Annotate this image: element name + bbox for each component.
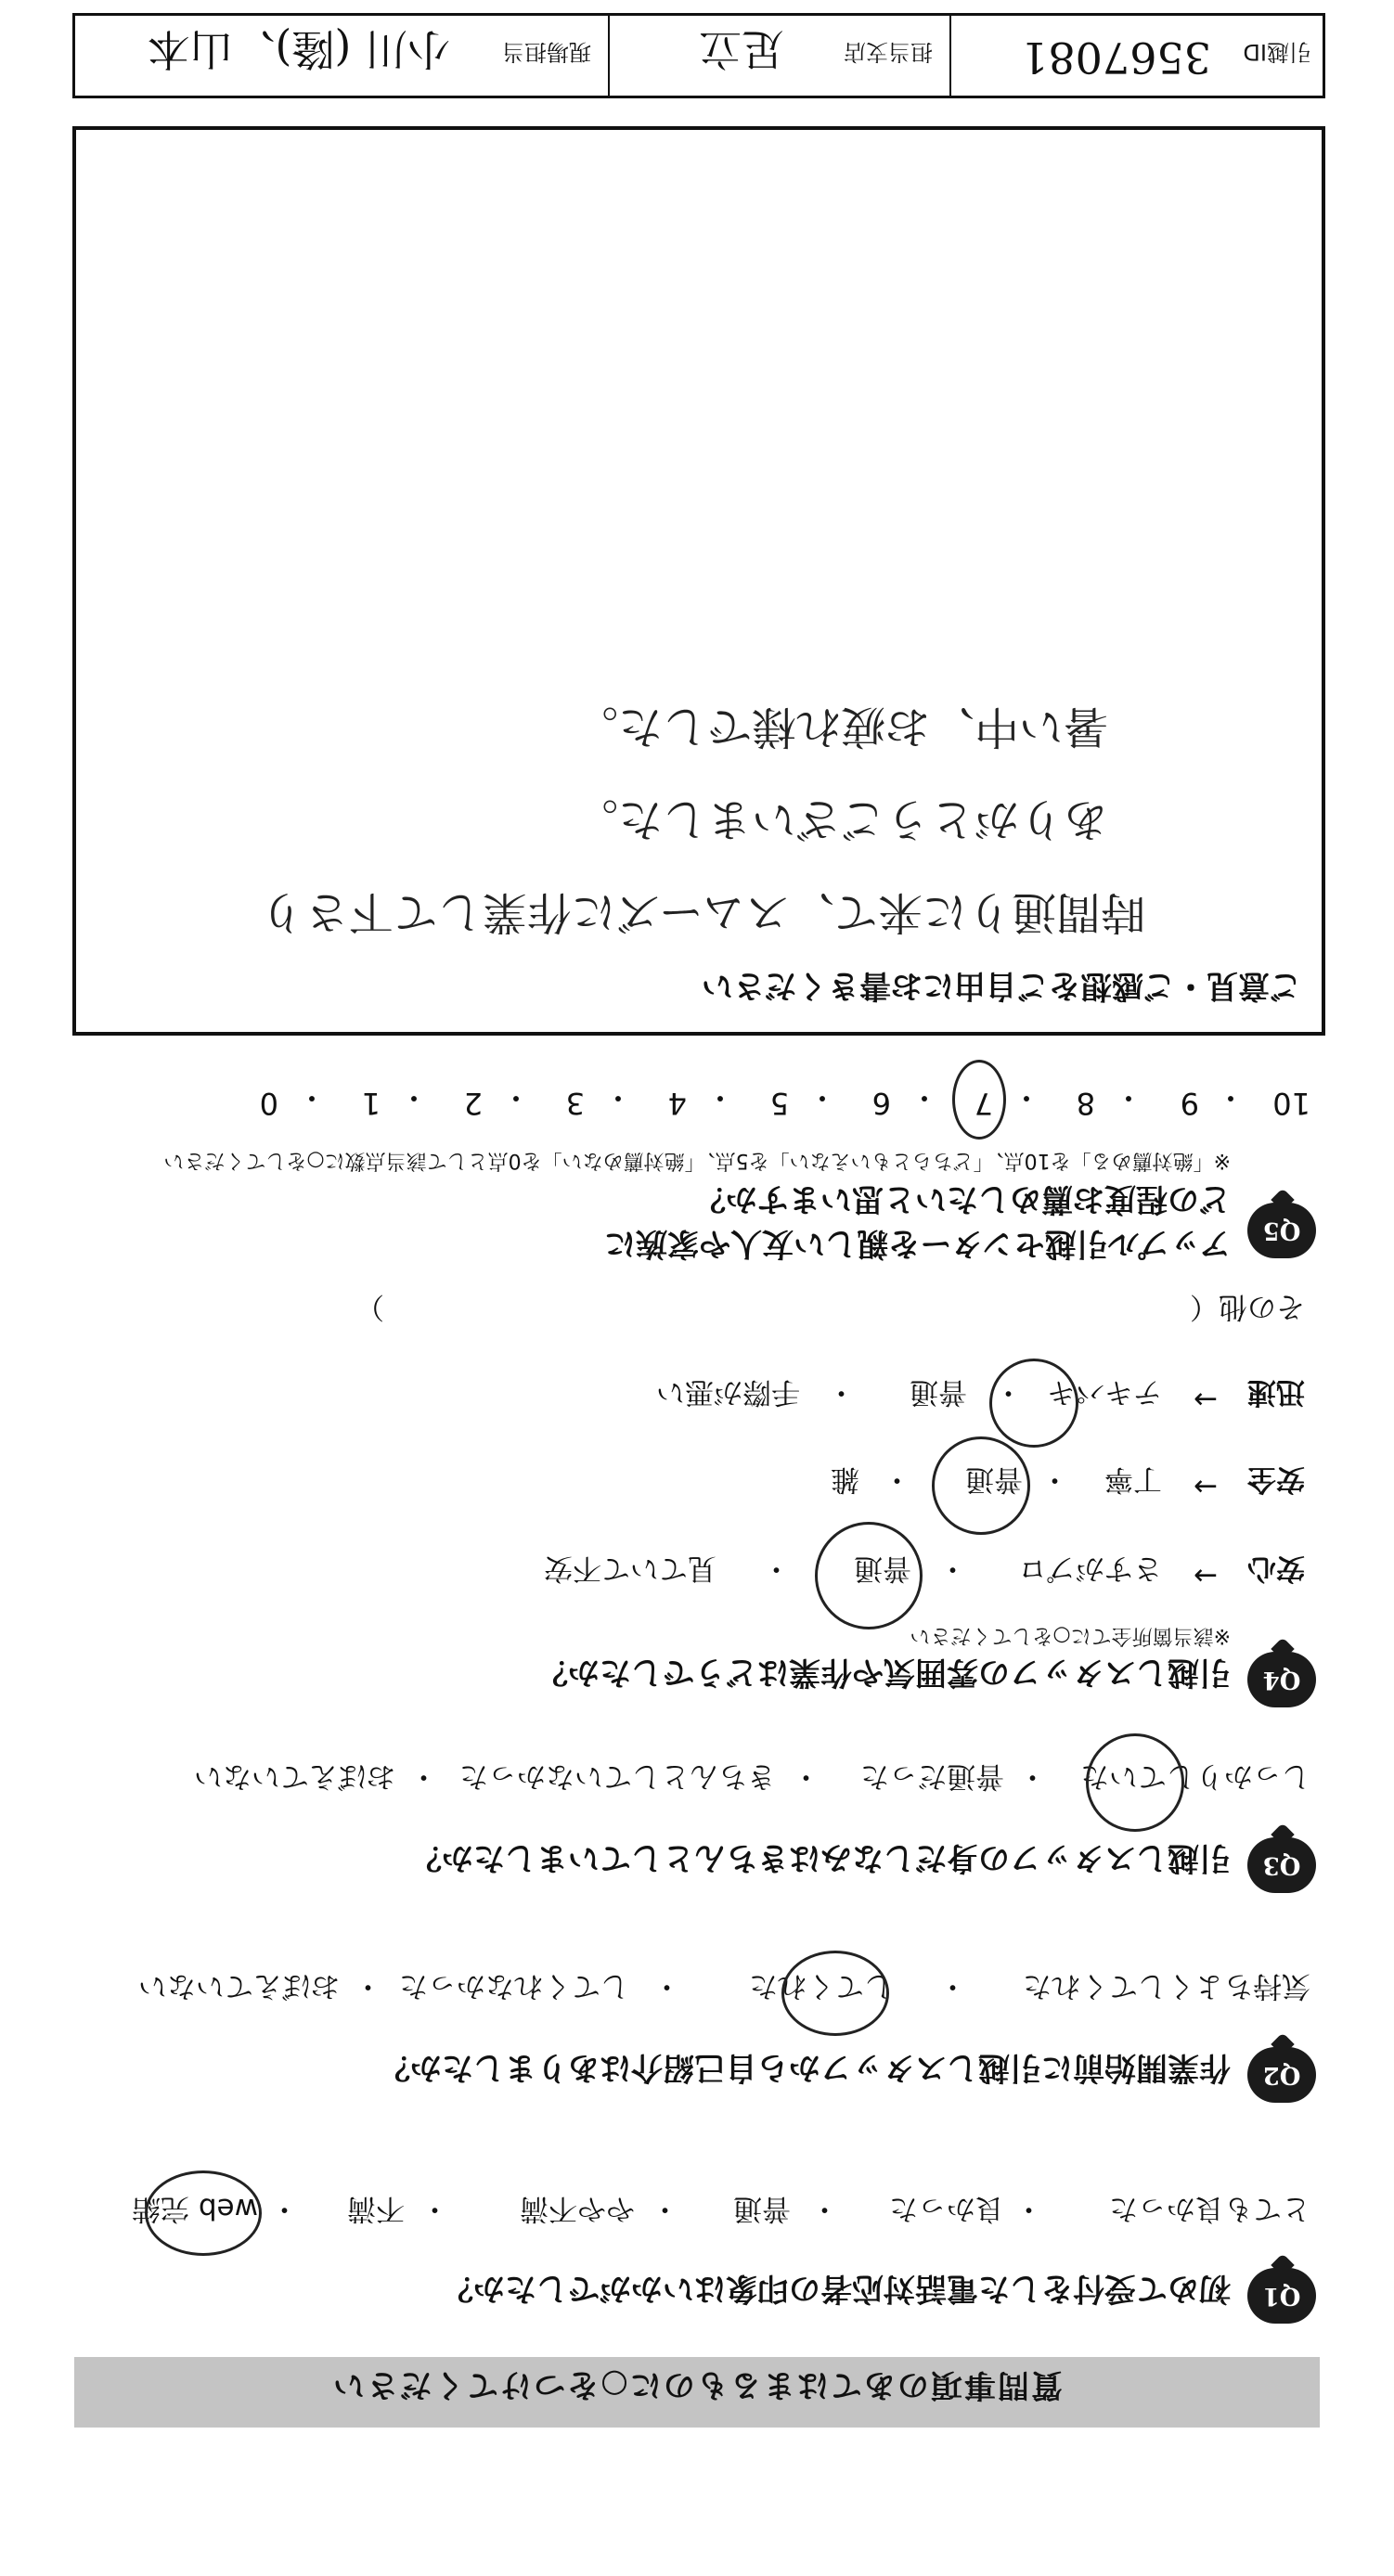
q1-option-very-good[interactable]: とても良かった	[1109, 2192, 1310, 2225]
q1-option-normal[interactable]: 普通	[733, 2192, 791, 2225]
q4-note: ※該当箇所全てに○をしてください	[910, 1624, 1231, 1647]
arrow-icon: →	[1194, 1559, 1218, 1592]
row-label: 迅速	[1247, 1375, 1305, 1409]
q5-question-line1: アップル引越センターを親しい友人や家族に	[604, 1225, 1231, 1262]
staff-value: 小川 (隆)、山本	[147, 24, 450, 74]
instructions-bar	[74, 2357, 1320, 2428]
answer-circle	[781, 1951, 889, 2036]
q1-option-web[interactable]: web 完結	[132, 2192, 258, 2225]
scale-3[interactable]: 3	[565, 1086, 585, 1121]
row-label: 安心	[1247, 1552, 1305, 1585]
handwritten-line-2: ありがとうございました。	[573, 793, 1108, 845]
arrow-icon: →	[1194, 1383, 1218, 1416]
q2-option-dont-remember[interactable]: おぼえていない	[138, 1969, 340, 2003]
q4-option[interactable]: 丁寧	[1104, 1462, 1162, 1496]
comment-box[interactable]	[72, 126, 1325, 1036]
answer-circle	[952, 1060, 1006, 1140]
instructions-text: 質問事項のあてはまるものに○をつけてください	[331, 2366, 1063, 2403]
q4-option[interactable]: 手際が悪い	[656, 1375, 800, 1409]
q4-option[interactable]: テキパキ	[1047, 1375, 1162, 1409]
answer-circle	[145, 2170, 262, 2256]
q1-option-somewhat-dissatisfied[interactable]: やや不満	[520, 2192, 635, 2225]
answer-circle	[989, 1359, 1078, 1448]
q5-question-line2: どの程度お薦めしたいと思いますか？	[694, 1180, 1231, 1217]
q2-question: 作業開始前に引越しスタッフから自己紹介はありましたか？	[379, 2049, 1231, 2086]
scale-4[interactable]: 4	[667, 1086, 687, 1121]
handwritten-line-1: 時間通りに来て、スムーズに作業して下さり	[259, 886, 1145, 938]
survey-page: 質問事項のあてはまるものに○をつけてください Q1 初めて受付をした電話対応者の印象はいかがでしたか？ とても良かった ・ 良かった ・ 普通 ・ やや不満 ・ 不満 ・ web 完結 Q2 作業開始前に引越しスタッフから自己紹介はありましたか？ 気持ちよくしてくれた ・ してくれた ・ してくれなかった ・ おぼえていない Q3 引越しスタッフの身だしなみはきちんとしていましたか？ しっかりしていた ・ 普通だった ・ きちんとしていなかった ・ おぼえていない Q4 引越しスタッフの雰囲気や作業はどうでしたか？ ※該当箇所全てに○をしてください 安心 → さすがプロ ・ 普通 ・ 見ていて不安 安全 → 丁寧 ・ 普通 ・ 雑 迅速 → テキパキ ・ 普通 ・ 手際が悪い その他（ ） Q5 アップル引越センターを親しい友人や家族に どの程度お薦めしたいと思いますか？ ※「絶対薦める」を10点、「どちらともいえない」を5点、「絶対薦めない」を0点として該当点数に○をしてください 10 9 8 7 6 5 4 3 2 1 0 ・ ・ ・ ・ ・ ・ ・ ・ ・ ・ ご意見・ご感想をご自由にお書きください 時間通りに来て、スムーズに作業して下さり ありがとうございました。 暑い中、お疲れ様でした。 引越ID 3567081 担当支店 足立 現場担当 小川 (隆)、山本	[0, 0, 1394, 2576]
comment-title: ご意見・ご感想をご自由にお書きください	[702, 967, 1301, 1004]
q1-option-dissatisfied[interactable]: 不満	[347, 2192, 405, 2225]
scale-9[interactable]: 9	[1180, 1086, 1199, 1121]
q4-option[interactable]: 見ていて不安	[544, 1552, 716, 1585]
q3-option-neat[interactable]: しっかりしていた	[1080, 1759, 1310, 1793]
branch-label: 担当支店	[844, 39, 933, 65]
scale-7[interactable]: 7	[974, 1086, 993, 1121]
scale-6[interactable]: 6	[871, 1086, 891, 1121]
q3-option-normal[interactable]: 普通だった	[860, 1759, 1004, 1793]
q3-option-dont-remember[interactable]: おぼえていない	[194, 1759, 395, 1793]
q2-option-very-kind[interactable]: 気持ちよくしてくれた	[1023, 1969, 1310, 2003]
q4-option[interactable]: 雑	[831, 1462, 859, 1496]
q5-icon: Q5	[1247, 1203, 1316, 1258]
staff-label-cell	[480, 16, 610, 96]
q4-option[interactable]: 普通	[910, 1375, 967, 1409]
q5-note: ※「絶対薦める」を10点、「どちらともいえない」を5点、「絶対薦めない」を0点として該当点数に○をしてください	[163, 1149, 1231, 1172]
q4-option[interactable]: 普通	[854, 1552, 911, 1585]
answer-circle	[1086, 1733, 1184, 1832]
staff-info-row	[72, 13, 1325, 98]
scale-0[interactable]: 0	[259, 1086, 278, 1121]
q4-icon: Q4	[1247, 1652, 1316, 1707]
q4-option[interactable]: 普通	[965, 1462, 1023, 1496]
row-label: 安全	[1247, 1462, 1305, 1496]
q3-question: 引越しスタッフの身だしなみはきちんとしていましたか？	[410, 1839, 1231, 1876]
q4-option[interactable]: さすがプロ	[1018, 1552, 1162, 1585]
branch-label-cell	[821, 16, 951, 96]
move-id-label: 引越ID	[1243, 39, 1311, 65]
q3-option-not-neat[interactable]: きちんとしていなかった	[459, 1759, 776, 1793]
q1-question: 初めて受付をした電話対応者の印象はいかがでしたか？	[442, 2270, 1231, 2307]
scale-10[interactable]: 10	[1272, 1086, 1310, 1121]
staff-label: 現場担当	[502, 39, 591, 65]
q4-other[interactable]: その他（ ）	[355, 1290, 1305, 1323]
scale-1[interactable]: 1	[361, 1086, 381, 1121]
answer-circle	[932, 1436, 1030, 1535]
arrow-icon: →	[1194, 1470, 1218, 1503]
q2-option-did-not[interactable]: してくれなかった	[399, 1969, 629, 2003]
answer-circle	[815, 1522, 923, 1629]
q1-option-good[interactable]: 良かった	[889, 2192, 1004, 2225]
q3-icon: Q3	[1247, 1837, 1316, 1893]
handwritten-line-3: 暑い中、お疲れ様でした。	[573, 701, 1108, 753]
q2-option-did[interactable]: してくれた	[749, 1969, 893, 2003]
q2-icon: Q2	[1247, 2047, 1316, 2103]
q4-question: 引越しスタッフの雰囲気や作業はどうでしたか？	[536, 1654, 1231, 1691]
scale-8[interactable]: 8	[1076, 1086, 1095, 1121]
branch-value: 足立	[699, 24, 784, 74]
q1-icon: Q1	[1247, 2268, 1316, 2324]
scale-2[interactable]: 2	[463, 1086, 483, 1121]
move-id-value: 3567081	[1021, 32, 1211, 83]
scale-5[interactable]: 5	[769, 1086, 789, 1121]
